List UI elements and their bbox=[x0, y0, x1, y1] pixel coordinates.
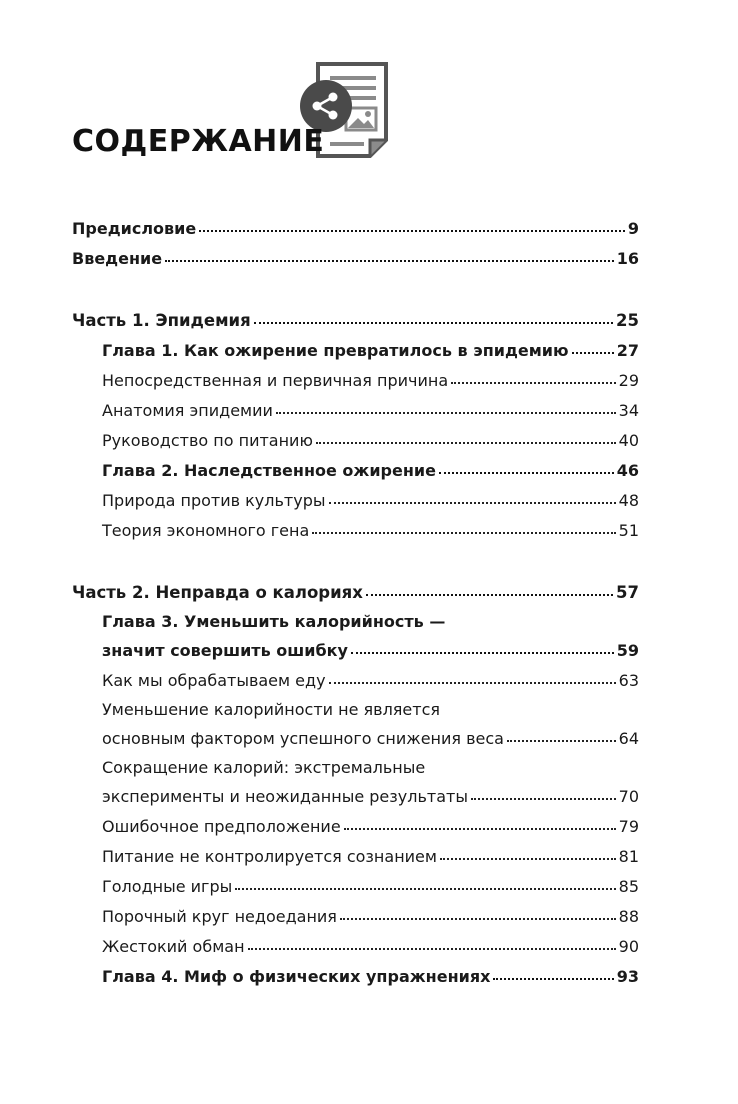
toc-entry-title: Предисловие bbox=[72, 219, 197, 238]
toc-leader bbox=[254, 312, 613, 326]
toc-spacer bbox=[72, 274, 639, 306]
toc-leader bbox=[316, 432, 616, 446]
toc-entry-title: Непосредственная и первичная причина bbox=[102, 371, 449, 390]
toc-entry-s3-2[interactable] bbox=[72, 724, 639, 754]
toc-page-number: 27 bbox=[616, 341, 639, 360]
toc-page-number: 16 bbox=[616, 249, 639, 268]
toc-leader bbox=[366, 584, 613, 598]
toc-page-number: 34 bbox=[618, 401, 639, 420]
toc-page-number: 57 bbox=[616, 583, 639, 602]
toc-entry-title: Руководство по питанию bbox=[102, 431, 313, 450]
toc-leader bbox=[235, 878, 615, 892]
toc-entry-s3-5[interactable] bbox=[72, 842, 639, 872]
toc-page-number: 51 bbox=[618, 521, 639, 540]
toc-leader bbox=[440, 848, 616, 862]
toc-page-number: 70 bbox=[618, 787, 639, 806]
toc-page-number: 88 bbox=[618, 907, 639, 926]
table-of-contents bbox=[72, 214, 639, 992]
toc-entry-title: Жестокий обман bbox=[102, 937, 245, 956]
toc-entry-s3-2-line1[interactable]: Уменьшение калорийности не является bbox=[102, 700, 440, 719]
toc-entry-s2-2[interactable] bbox=[72, 516, 639, 546]
toc-entry-title: Часть 1. Эпидемия bbox=[72, 311, 251, 330]
toc-page-number: 64 bbox=[618, 729, 639, 748]
toc-entry-title: Часть 2. Неправда о калориях bbox=[72, 583, 363, 602]
toc-entry-title: Голодные игры bbox=[102, 877, 233, 896]
toc-leader bbox=[276, 402, 616, 416]
toc-page-number: 29 bbox=[618, 371, 639, 390]
toc-leader bbox=[471, 788, 616, 802]
toc-entry-s3-4[interactable] bbox=[72, 812, 639, 842]
toc-leader bbox=[340, 908, 616, 922]
toc-entry-title: Глава 4. Миф о физических упражнениях bbox=[102, 967, 491, 986]
toc-page-number: 63 bbox=[618, 671, 639, 690]
toc-leader bbox=[165, 250, 614, 264]
toc-leader bbox=[312, 522, 615, 536]
toc-page-number: 81 bbox=[618, 847, 639, 866]
toc-leader bbox=[199, 220, 625, 234]
toc-entry-s3-8[interactable] bbox=[72, 932, 639, 962]
toc-entry-s3-3[interactable] bbox=[72, 782, 639, 812]
toc-page-number: 85 bbox=[618, 877, 639, 896]
toc-entry-title: Анатомия эпидемии bbox=[102, 401, 273, 420]
toc-entry-ch3-line1[interactable]: Глава 3. Уменьшить калорийность — bbox=[102, 612, 446, 631]
toc-page-number: 90 bbox=[618, 937, 639, 956]
toc-leader bbox=[451, 372, 615, 386]
toc-entry-part1[interactable] bbox=[72, 306, 639, 336]
toc-page-number: 46 bbox=[616, 461, 639, 480]
toc-entry-title: Как мы обрабатываем еду bbox=[102, 671, 326, 690]
toc-entry-title: эксперименты и неожиданные результаты bbox=[102, 787, 468, 806]
toc-page-number: 59 bbox=[616, 641, 639, 660]
toc-leader bbox=[572, 342, 614, 356]
toc-entry-title: Порочный круг недоедания bbox=[102, 907, 337, 926]
toc-entry-title: Питание не контролируется сознанием bbox=[102, 847, 437, 866]
toc-entry-intro[interactable] bbox=[72, 244, 639, 274]
toc-spacer bbox=[72, 546, 639, 578]
toc-entry-title: Глава 1. Как ожирение превратилось в эпидемию bbox=[102, 341, 569, 360]
toc-entry-s3-6[interactable] bbox=[72, 872, 639, 902]
toc-entry-s1-1[interactable] bbox=[72, 366, 639, 396]
toc-leader bbox=[248, 938, 616, 952]
page-title: СОДЕРЖАНИЕ bbox=[72, 124, 325, 159]
toc-entry-part2[interactable] bbox=[72, 578, 639, 608]
toc-entry-title: значит совершить ошибку bbox=[102, 641, 348, 660]
toc-entry-title: Глава 2. Наследственное ожирение bbox=[102, 461, 436, 480]
toc-leader bbox=[507, 730, 616, 744]
toc-entry-title: основным фактором успешного снижения веса bbox=[102, 729, 504, 748]
toc-entry-s1-3[interactable] bbox=[72, 426, 639, 456]
toc-entry-title: Природа против культуры bbox=[102, 491, 326, 510]
toc-entry-title: Ошибочное предположение bbox=[102, 817, 341, 836]
toc-leader bbox=[329, 492, 616, 506]
toc-entry-s2-1[interactable] bbox=[72, 486, 639, 516]
toc-page-number: 93 bbox=[616, 967, 639, 986]
toc-page-number: 48 bbox=[618, 491, 639, 510]
toc-leader bbox=[344, 818, 616, 832]
toc-entry-title: Введение bbox=[72, 249, 163, 268]
toc-leader bbox=[439, 462, 614, 476]
toc-leader bbox=[351, 642, 614, 656]
toc-entry-ch1[interactable] bbox=[72, 336, 639, 366]
toc-entry-s3-7[interactable] bbox=[72, 902, 639, 932]
toc-page-number: 79 bbox=[618, 817, 639, 836]
toc-entry-ch3[interactable] bbox=[72, 636, 639, 666]
toc-entry-title: Теория экономного гена bbox=[102, 521, 310, 540]
toc-leader bbox=[493, 968, 613, 982]
toc-page-number: 25 bbox=[616, 311, 639, 330]
toc-entry-preface[interactable] bbox=[72, 214, 639, 244]
toc-page-number: 9 bbox=[627, 219, 639, 238]
toc-leader bbox=[329, 672, 616, 686]
toc-entry-ch4[interactable] bbox=[72, 962, 639, 992]
toc-entry-s3-1[interactable] bbox=[72, 666, 639, 696]
toc-entry-s3-3-line1[interactable]: Сокращение калорий: экстремальные bbox=[102, 758, 426, 777]
toc-entry-ch2[interactable] bbox=[72, 456, 639, 486]
toc-page-number: 40 bbox=[618, 431, 639, 450]
toc-entry-s1-2[interactable] bbox=[72, 396, 639, 426]
